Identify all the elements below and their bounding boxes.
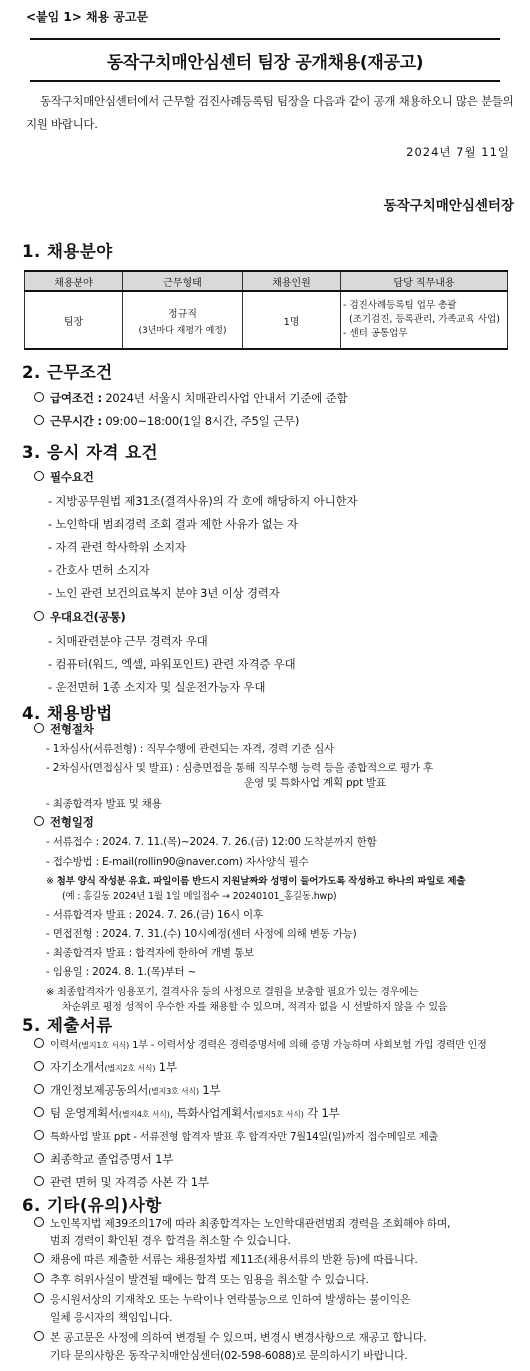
list-item: - 서류합격자 발표 : 2024. 7. 26.(금) 16시 이후: [46, 909, 263, 921]
circle-bullet-icon: [34, 1331, 44, 1341]
note-mark: ※: [46, 876, 54, 887]
circle-bullet-icon: [34, 471, 44, 481]
document-item-ppt: [34, 1128, 438, 1143]
doc-detail: 1부: [155, 1060, 177, 1074]
doc-detail: 1부: [198, 1083, 221, 1097]
list-item: - 자격 관련 학사학위 소지자: [48, 540, 186, 554]
circle-bullet-icon: [34, 611, 44, 621]
circle-bullet-icon: [34, 415, 44, 425]
circle-bullet-icon: [34, 392, 44, 402]
work-type-note: (3년마다 재평가 예정): [138, 325, 227, 336]
header-count: 채용인원: [243, 271, 341, 291]
notice-item-continued: 범죄 경력이 확인된 경우 합격을 취소할 수 있습니다.: [50, 1234, 291, 1247]
cell-duty: [341, 291, 508, 349]
document-item-license: [34, 1174, 209, 1190]
doc-text: 특화사업 발표 ppt - 서류전형 합격자 발표 후 합격자만 7월14일(일)까지 접수메일로 제출: [50, 1132, 439, 1143]
cell-work-type: [123, 291, 243, 349]
document-item-intro: [34, 1059, 177, 1075]
notice-item-continued: 일체 응시자의 책임입니다.: [50, 1311, 173, 1324]
section-3-heading: 3. 응시 자격 요건: [22, 443, 159, 462]
notice-text: 본 공고문은 사정에 의하여 변경될 수 있으며, 변경시 변경사항으로 재공고 합니다.: [50, 1331, 427, 1344]
list-item: - 2차심사(면접심사 및 발표) : 심층면접을 통해 직무수행 능력 등을 종합적으로 평가 후: [46, 762, 433, 774]
pay-item: [34, 390, 347, 406]
schedule-title: [34, 814, 94, 830]
circle-bullet-icon: [34, 1176, 44, 1186]
list-item: - 치매관련분야 근무 경력자 우대: [48, 634, 208, 648]
notice-text: 노인복지법 제39조의17에 따라 최종합격자는 노인학대관련범죄 경력을 조회해야 하며,: [50, 1217, 451, 1230]
doc-name: 자기소개서: [50, 1060, 105, 1074]
attachment-note: [46, 873, 465, 887]
notice-item-continued: 기타 문의사항은 동작구치매안심센터(02-598-6088)로 문의하시기 바랍니다.: [50, 1349, 408, 1362]
hours-value: 09:00~18:00(1일 8시간, 주5일 근무): [105, 414, 300, 428]
list-item: - 1차심사(서류전형) : 직무수행에 관련되는 자격, 경력 기준 심사: [46, 743, 335, 755]
list-item: - 노인 관련 보건의료복지 분야 3년 이상 경력자: [48, 586, 280, 600]
cell-count: 1명: [243, 291, 341, 349]
circle-bullet-icon: [34, 1273, 44, 1283]
section-1-heading: 1. 채용분야: [22, 242, 113, 261]
intro-paragraph: 동작구치매안심센터에서 근무할 검진사례등록팀 팀장을 다음과 같이 공개 채용하오니 많은 분들의 지원 바랍니다.: [26, 94, 514, 131]
section-4-heading: 4. 채용방법: [22, 704, 113, 723]
issuer-name: 동작구치매안심센터장: [383, 198, 514, 214]
form-number: (별지2호 서식): [104, 1064, 156, 1073]
procedure-title-text: 전형절차: [50, 722, 94, 736]
notice-text: 추후 허위사실이 발견될 때에는 합격 또는 임용을 취소할 수 있습니다.: [50, 1273, 369, 1286]
list-item: - 컴퓨터(워드, 엑셀, 파워포인트) 관련 자격증 우대: [48, 657, 296, 671]
doc-name: 이력서: [50, 1040, 79, 1051]
document-item-plans: [34, 1105, 340, 1121]
circle-bullet-icon: [34, 1293, 44, 1303]
circle-bullet-icon: [34, 1038, 44, 1048]
circle-bullet-icon: [34, 1061, 44, 1071]
duty-line-2: (조기검진, 등록관리, 가족교육 사업): [349, 314, 500, 325]
notice-text: 채용에 따른 제출한 서류는 채용절차법 제11조(채용서류의 반환 등)에 따릅니다.: [50, 1253, 418, 1266]
doc-name: 팀 운영계획서: [50, 1106, 119, 1120]
notice-item: [34, 1252, 418, 1267]
form-number-2: (별지5호 서식): [252, 1110, 304, 1119]
attachment-label: <붙임 1> 채용 공고문: [26, 10, 149, 24]
form-number: (별지3호 서식): [148, 1087, 199, 1096]
list-item: - 최종합격자 발표 : 합격자에 한하여 개별 통보: [46, 947, 254, 959]
circle-bullet-icon: [34, 1130, 44, 1140]
notice-item: [34, 1292, 410, 1307]
required-title: [34, 469, 94, 485]
note-example: (예 : 홍길동 2024년 1월 1일 메일접수 → 20240101_홍길동.hwp): [62, 891, 337, 902]
doc-text: 관련 면허 및 자격증 사본 각 1부: [50, 1175, 209, 1189]
circle-bullet-icon: [34, 1253, 44, 1263]
list-item: - 면접전형 : 2024. 7. 31.(수) 10시예정(센터 사정에 의해 변동 가능): [46, 928, 357, 940]
notice-date: 2024년 7월 11일: [406, 145, 510, 159]
circle-bullet-icon: [34, 816, 44, 826]
list-item: - 노인학대 범죄경력 조회 결과 제한 사유가 없는 자: [48, 517, 298, 531]
list-item: - 서류접수 : 2024. 7. 11.(목)~2024. 7. 26.(금) 12:00 도착분까지 한함: [46, 836, 377, 848]
table-row: [25, 291, 508, 349]
final-note-line-1: ※ 최종합격자가 임용포기, 결격사유 등의 사정으로 결원을 보충할 필요가 있는 경우에는: [46, 987, 419, 998]
duty-line-3: - 센터 공통업무: [343, 328, 408, 339]
circle-bullet-icon: [34, 1084, 44, 1094]
final-note-line-2: 차순위로 평정 성적이 우수한 자를 채용할 수 있으며, 적격자 없을 시 선발하지 않을 수 있음: [62, 1002, 448, 1013]
notice-item: [34, 1216, 450, 1231]
form-number: (별지1호 서식): [78, 1041, 130, 1050]
document-item-consent: [34, 1082, 220, 1098]
notice-item: [34, 1330, 426, 1345]
section-5-heading: 5. 제출서류: [22, 1016, 113, 1035]
circle-bullet-icon: [34, 723, 44, 733]
page-title: 동작구치매안심센터 팀장 공개채용(재공고): [30, 38, 500, 82]
pay-label: 급여조건 :: [50, 391, 102, 405]
duty-line-1: - 검진사례등록팀 업무 총괄: [343, 300, 457, 311]
list-item: - 최종합격자 발표 및 채용: [46, 798, 162, 810]
circle-bullet-icon: [34, 1217, 44, 1227]
header-work-type: 근무형태: [123, 271, 243, 291]
document-item-resume: [34, 1036, 487, 1051]
cell-field: 팀장: [25, 291, 123, 349]
header-duty: 담당 직무내용: [341, 271, 508, 291]
list-item: - 지방공무원법 제31조(결격사유)의 각 호에 해당하지 아니한자: [48, 494, 358, 508]
hours-label: 근무시간 :: [50, 414, 102, 428]
list-item: - 임용일 : 2024. 8. 1.(목)부터 ~: [46, 966, 197, 978]
pay-value: 2024년 서울시 치매관리사업 안내서 기준에 준함: [105, 391, 348, 405]
header-field: 채용분야: [25, 271, 123, 291]
section-2-heading: 2. 근무조건: [22, 363, 113, 382]
circle-bullet-icon: [34, 1107, 44, 1117]
doc-detail: 각 1부: [303, 1106, 340, 1120]
table-header-row: [25, 271, 508, 291]
list-item: - 접수방법 : E-mail(rollin90@naver.com) 자사양식 필수: [46, 856, 309, 868]
list-item: - 간호사 면허 소지자: [48, 563, 150, 577]
preferred-title-text: 우대요건(공통): [50, 610, 126, 624]
required-title-text: 필수요건: [50, 470, 94, 484]
recruit-table: [24, 270, 508, 350]
doc-detail: 1부 - 이력서상 경력은 경력증명서에 의해 증명 가능하며 사회보험 가입 경력만 인정: [129, 1040, 487, 1051]
document-item-diploma: [34, 1151, 173, 1167]
doc-name-2: , 특화사업계획서: [169, 1106, 253, 1120]
doc-text: 최종학교 졸업증명서 1부: [50, 1152, 174, 1166]
list-item: - 운전면허 1종 소지자 및 실운전가능자 우대: [48, 680, 266, 694]
list-item-continued: 운영 및 특화사업 계획 ppt 발표: [244, 777, 386, 789]
preferred-title: [34, 609, 126, 625]
form-number: (별지4호 서식): [118, 1110, 170, 1119]
notice-text: 응시원서상의 기재착오 또는 누락이나 연락불능으로 인하여 발생하는 불이익은: [50, 1293, 411, 1306]
note-bold-text: 첨부 양식 작성분 유효. 파일이름 반드시 지원날짜와 성명이 들어가도록 작성하고 하나의 파일로 제출: [56, 876, 466, 887]
circle-bullet-icon: [34, 1153, 44, 1163]
doc-name: 개인정보제공동의서: [50, 1083, 149, 1097]
procedure-title: [34, 721, 94, 737]
notice-item: [34, 1272, 369, 1287]
hours-item: [34, 413, 299, 429]
schedule-title-text: 전형일정: [50, 815, 94, 829]
section-6-heading: 6. 기타(유의)사항: [22, 1196, 162, 1215]
work-type-text: 정규직: [168, 308, 197, 320]
